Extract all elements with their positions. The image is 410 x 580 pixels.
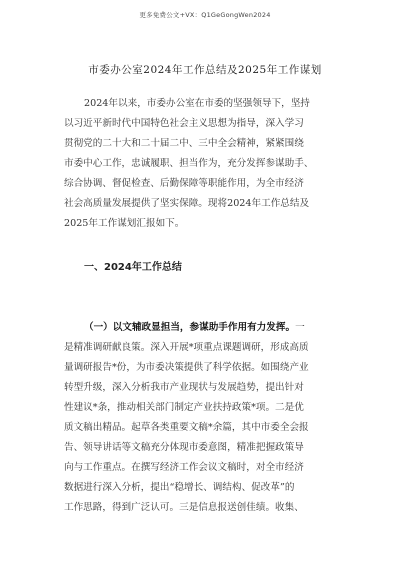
section-paragraph (64, 318, 348, 518)
header-note: 更多免费公文+VX：Q1GeGongWen2024 (139, 11, 271, 19)
section-line: 性建议*条，推动相关部门制定产业扶持政策*项。二是优 (64, 402, 304, 413)
intro-line: 贯彻党的二十大和二十届二中、三中全会精神，紧紧围绕 (64, 138, 304, 149)
intro-line: 综合协调、督促检查、后勤保障等职能作用，为全市经济 (64, 178, 304, 189)
section-line: 一 (295, 322, 305, 333)
section-line: 数据进行深入分析，提出“稳增长、调结构、促改革”的 (64, 482, 295, 493)
intro-paragraph (64, 94, 348, 234)
intro-line: 社会高质量发展提供了坚实保障。现将2024年工作总结及 (64, 198, 310, 209)
section-line: 是精准调研献良策。深入开展*项重点课题调研，形成高质 (64, 342, 309, 353)
section-first-line (64, 318, 348, 338)
section-line: 质文稿出精品。起草各类重要文稿*余篇，其中市委全会报 (64, 422, 309, 433)
section-line: 工作思路，得到广泛认可。三是信息报送创佳绩。收集、 (64, 502, 304, 513)
intro-line: 2024年以来，市委办公室在市委的坚强领导下，坚持 (84, 98, 310, 109)
section-line: 告、领导讲话等文稿充分体现市委意图，精准把握政策导 (64, 442, 304, 453)
document-title: 市委办公室2024年工作总结及2025年工作谋划 (88, 64, 322, 76)
intro-line: 2025年工作谋划汇报如下。 (64, 218, 185, 229)
sub-heading: （一）以文辅政显担当，参谋助手作用有力发挥。 (84, 322, 296, 333)
section-line: 转型升级，深入分析我市产业现状与发展趋势，提出针对 (64, 382, 304, 393)
section-line: 量调研报告*份，为市委决策提供了科学依据。如围绕产业 (64, 362, 309, 373)
section-heading: 一、2024年工作总结 (84, 262, 182, 273)
section-line: 向与工作重点。在撰写经济工作会议文稿时，对全市经济 (64, 462, 304, 473)
intro-line: 以习近平新时代中国特色社会主义思想为指导，深入学习 (64, 118, 304, 129)
intro-line: 市委中心工作，忠诚履职、担当作为，充分发挥参谋助手、 (64, 158, 314, 169)
